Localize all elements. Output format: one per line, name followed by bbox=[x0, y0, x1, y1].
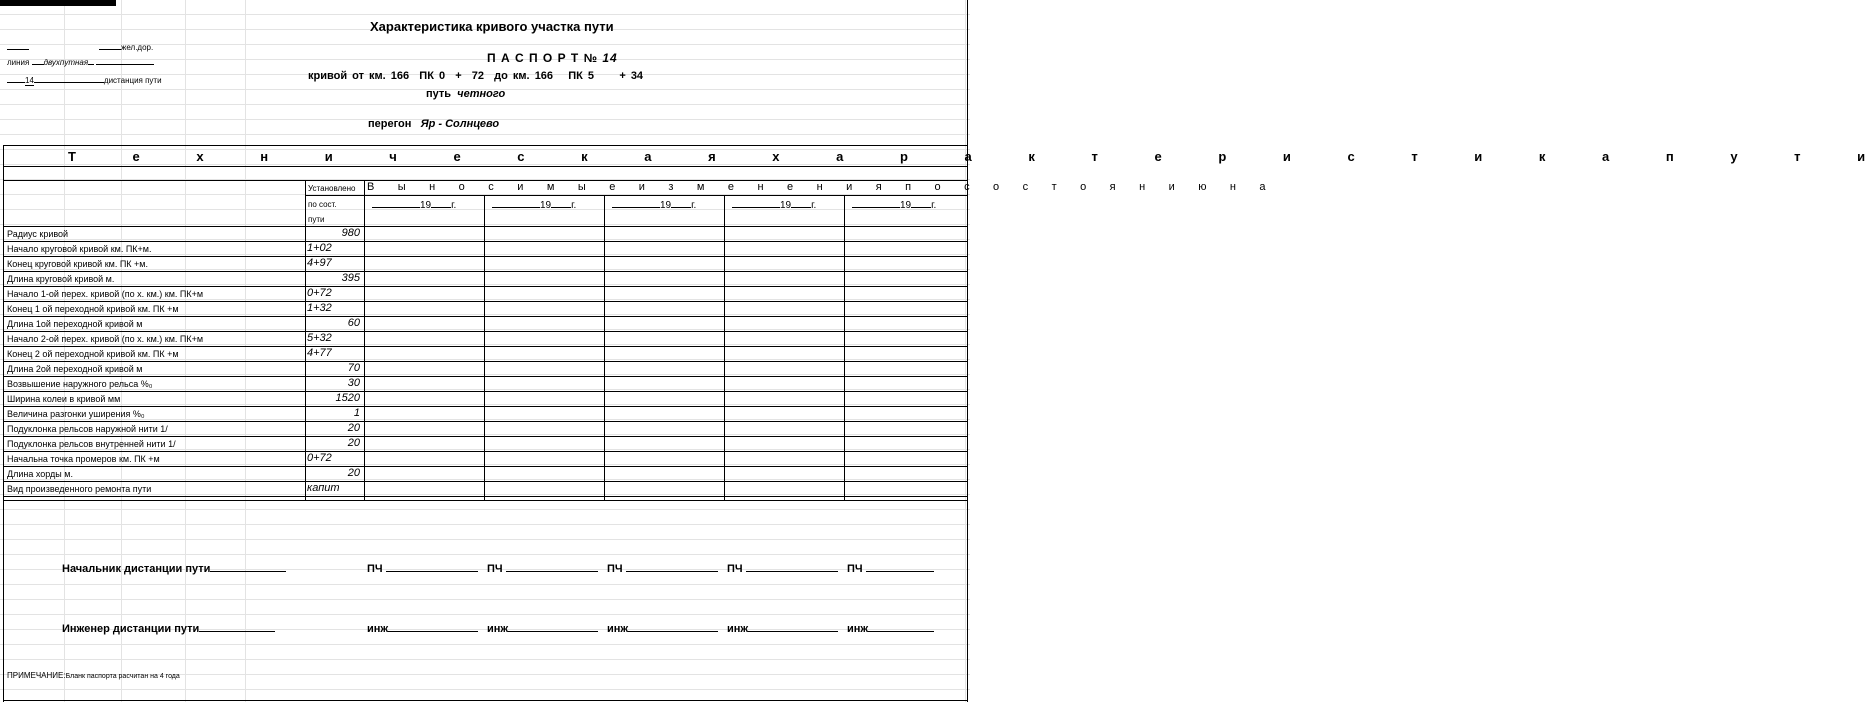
tech-header-bottom-border bbox=[3, 166, 968, 167]
track-value: четного bbox=[457, 88, 506, 100]
railway-label: жел.дор. bbox=[121, 43, 154, 52]
row-label: Начало 2-ой перех. кривой (по х. км.) км. ПК+м bbox=[7, 334, 204, 344]
eng-signature-cell: инж bbox=[367, 622, 478, 635]
table-row-border bbox=[3, 466, 968, 467]
table-row-border bbox=[3, 451, 968, 452]
tech-section-title: Т е х н и ч е с к а я х а р а к т е р и с т и к а п у т и bbox=[68, 149, 1873, 164]
pk-to-label: ПК bbox=[568, 70, 583, 82]
row-label: Конец 1 ой переходной кривой км. ПК +м bbox=[7, 304, 179, 314]
pk-from-label: ПК bbox=[419, 70, 434, 82]
row-value: 70 bbox=[347, 362, 360, 374]
table-row-border bbox=[3, 286, 968, 287]
railway-line bbox=[7, 40, 153, 52]
row-value: капит bbox=[307, 482, 340, 494]
row-value: 5+32 bbox=[307, 332, 332, 344]
row-label: Возвышение наружного рельса %₀ bbox=[7, 379, 153, 389]
row-value: 20 bbox=[347, 467, 360, 479]
table-row-border bbox=[3, 346, 968, 347]
col-1-border bbox=[364, 180, 365, 500]
row-value: 30 bbox=[347, 377, 360, 389]
changes-header: В ы н о с и м ы е и з м е н е н и я п о с о с т о я н и ю н а bbox=[367, 181, 1273, 193]
black-corner-block bbox=[0, 0, 116, 6]
row-label: Конец 2 ой переходной кривой км. ПК +м bbox=[7, 349, 179, 359]
distance-label: дистанция пути bbox=[103, 76, 162, 85]
page-title: Характеристика кривого участка пути bbox=[370, 19, 614, 34]
date-cell: 19 г. bbox=[612, 198, 696, 211]
row-value: 4+77 bbox=[307, 347, 332, 359]
row-value: 395 bbox=[341, 272, 360, 284]
row-value: 20 bbox=[347, 437, 360, 449]
table-row-border bbox=[3, 436, 968, 437]
row-label: Радиус кривой bbox=[7, 229, 69, 239]
row-label: Подуклонка рельсов наружной нити 1/ bbox=[7, 424, 168, 434]
section-right-border bbox=[967, 0, 968, 702]
pch-signature-cell: ПЧ bbox=[727, 562, 838, 575]
note-row bbox=[7, 671, 180, 680]
line-prefix: линия bbox=[7, 58, 30, 67]
pch-signature-cell: ПЧ bbox=[487, 562, 598, 575]
date-cell: 19 г. bbox=[852, 198, 936, 211]
distance-row bbox=[7, 73, 162, 85]
established-label-1: Установлено bbox=[308, 184, 356, 193]
row-label: Величина разгонки уширения %₀ bbox=[7, 409, 145, 419]
pk-from: 0 bbox=[438, 70, 446, 82]
row-value: 1520 bbox=[335, 392, 360, 404]
plus-to: + bbox=[619, 70, 626, 82]
note-label: ПРИМЕЧАНИЕ: bbox=[7, 671, 66, 680]
section-left-border bbox=[3, 145, 4, 702]
eng-signature-cell: инж bbox=[487, 622, 598, 635]
m-to: 34 bbox=[630, 70, 644, 82]
established-label-2: по сост. bbox=[308, 200, 337, 209]
table-row-border bbox=[3, 301, 968, 302]
curve-range bbox=[308, 70, 643, 82]
row-label: Начало круговой кривой км. ПК+м. bbox=[7, 244, 152, 254]
passport-heading bbox=[487, 51, 618, 65]
engineer-signature-line bbox=[62, 622, 275, 635]
row-value: 0+72 bbox=[307, 452, 332, 464]
line-type-row bbox=[7, 55, 154, 67]
row-label: Длина 1ой переходной кривой м bbox=[7, 319, 143, 329]
passport-number: 14 bbox=[602, 51, 618, 65]
row-value: 980 bbox=[341, 227, 360, 239]
km-to: 166 bbox=[534, 70, 554, 82]
table-row-border bbox=[3, 496, 968, 497]
date-cell: 19 г. bbox=[732, 198, 816, 211]
row-label: Вид произведенного ремонта пути bbox=[7, 484, 152, 494]
row-label: Конец круговой кривой км. ПК +м. bbox=[7, 259, 148, 269]
established-label-3: пути bbox=[308, 215, 325, 224]
track-row bbox=[426, 88, 505, 100]
table-header-bottom-border bbox=[3, 226, 968, 227]
haul-label: перегон bbox=[368, 118, 412, 130]
chief-signature-line bbox=[62, 562, 286, 575]
row-value: 20 bbox=[347, 422, 360, 434]
pk-to: 5 bbox=[587, 70, 595, 82]
table-row-border bbox=[3, 391, 968, 392]
plus-from: + bbox=[455, 70, 462, 82]
engineer-label: Инженер дистанции пути bbox=[62, 623, 200, 635]
row-value: 0+72 bbox=[307, 287, 332, 299]
row-value: 1+32 bbox=[307, 302, 332, 314]
table-row-border bbox=[3, 241, 968, 242]
row-label: Начало 1-ой перех. кривой (по х. км.) км. ПК+м bbox=[7, 289, 204, 299]
row-label: Начальна точка промеров км. ПК +м bbox=[7, 454, 160, 464]
row-value: 1 bbox=[353, 407, 360, 419]
table-row-border bbox=[3, 271, 968, 272]
row-label: Подуклонка рельсов внутренней нити 1/ bbox=[7, 439, 176, 449]
haul-row bbox=[368, 118, 499, 130]
curve-from-label: кривой от км. bbox=[308, 70, 386, 82]
eng-signature-cell: инж bbox=[607, 622, 718, 635]
line-value: двухпутная bbox=[43, 58, 89, 67]
row-value: 60 bbox=[347, 317, 360, 329]
haul-value: Яр - Солнцево bbox=[420, 118, 500, 130]
chief-label: Начальник дистанции пути bbox=[62, 563, 211, 575]
row-label: Длина хорды м. bbox=[7, 469, 73, 479]
row-label: Ширина колеи в кривой мм bbox=[7, 394, 121, 404]
table-bottom-border bbox=[3, 500, 968, 501]
table-row-border bbox=[3, 256, 968, 257]
table-row-border bbox=[3, 481, 968, 482]
track-label: путь bbox=[426, 88, 452, 100]
date-cell: 19 г. bbox=[372, 198, 456, 211]
table-row-border bbox=[3, 421, 968, 422]
pch-signature-cell: ПЧ bbox=[367, 562, 478, 575]
date-row-top-border bbox=[305, 195, 967, 196]
table-row-border bbox=[3, 316, 968, 317]
curve-to-label: до км. bbox=[494, 70, 530, 82]
page-bottom-border bbox=[3, 700, 968, 701]
row-label: Длина 2ой переходной кривой м bbox=[7, 364, 143, 374]
section-top-border bbox=[3, 145, 968, 146]
km-from: 166 bbox=[390, 70, 410, 82]
row-label: Длина круговой кривой м. bbox=[7, 274, 115, 284]
distance-number: 14 bbox=[25, 76, 34, 85]
pch-signature-cell: ПЧ bbox=[847, 562, 934, 575]
row-value: 1+02 bbox=[307, 242, 332, 254]
note-text: Бланк паспорта расчитан на 4 года bbox=[65, 673, 180, 680]
table-row-border bbox=[3, 406, 968, 407]
eng-signature-cell: инж bbox=[847, 622, 934, 635]
table-row-border bbox=[3, 361, 968, 362]
eng-signature-cell: инж bbox=[727, 622, 838, 635]
table-row-border bbox=[3, 376, 968, 377]
row-value: 4+97 bbox=[307, 257, 332, 269]
table-row-border bbox=[3, 331, 968, 332]
date-cell: 19 г. bbox=[492, 198, 576, 211]
passport-label: П А С П О Р Т № bbox=[487, 51, 598, 65]
pch-signature-cell: ПЧ bbox=[607, 562, 718, 575]
m-from: 72 bbox=[471, 70, 485, 82]
